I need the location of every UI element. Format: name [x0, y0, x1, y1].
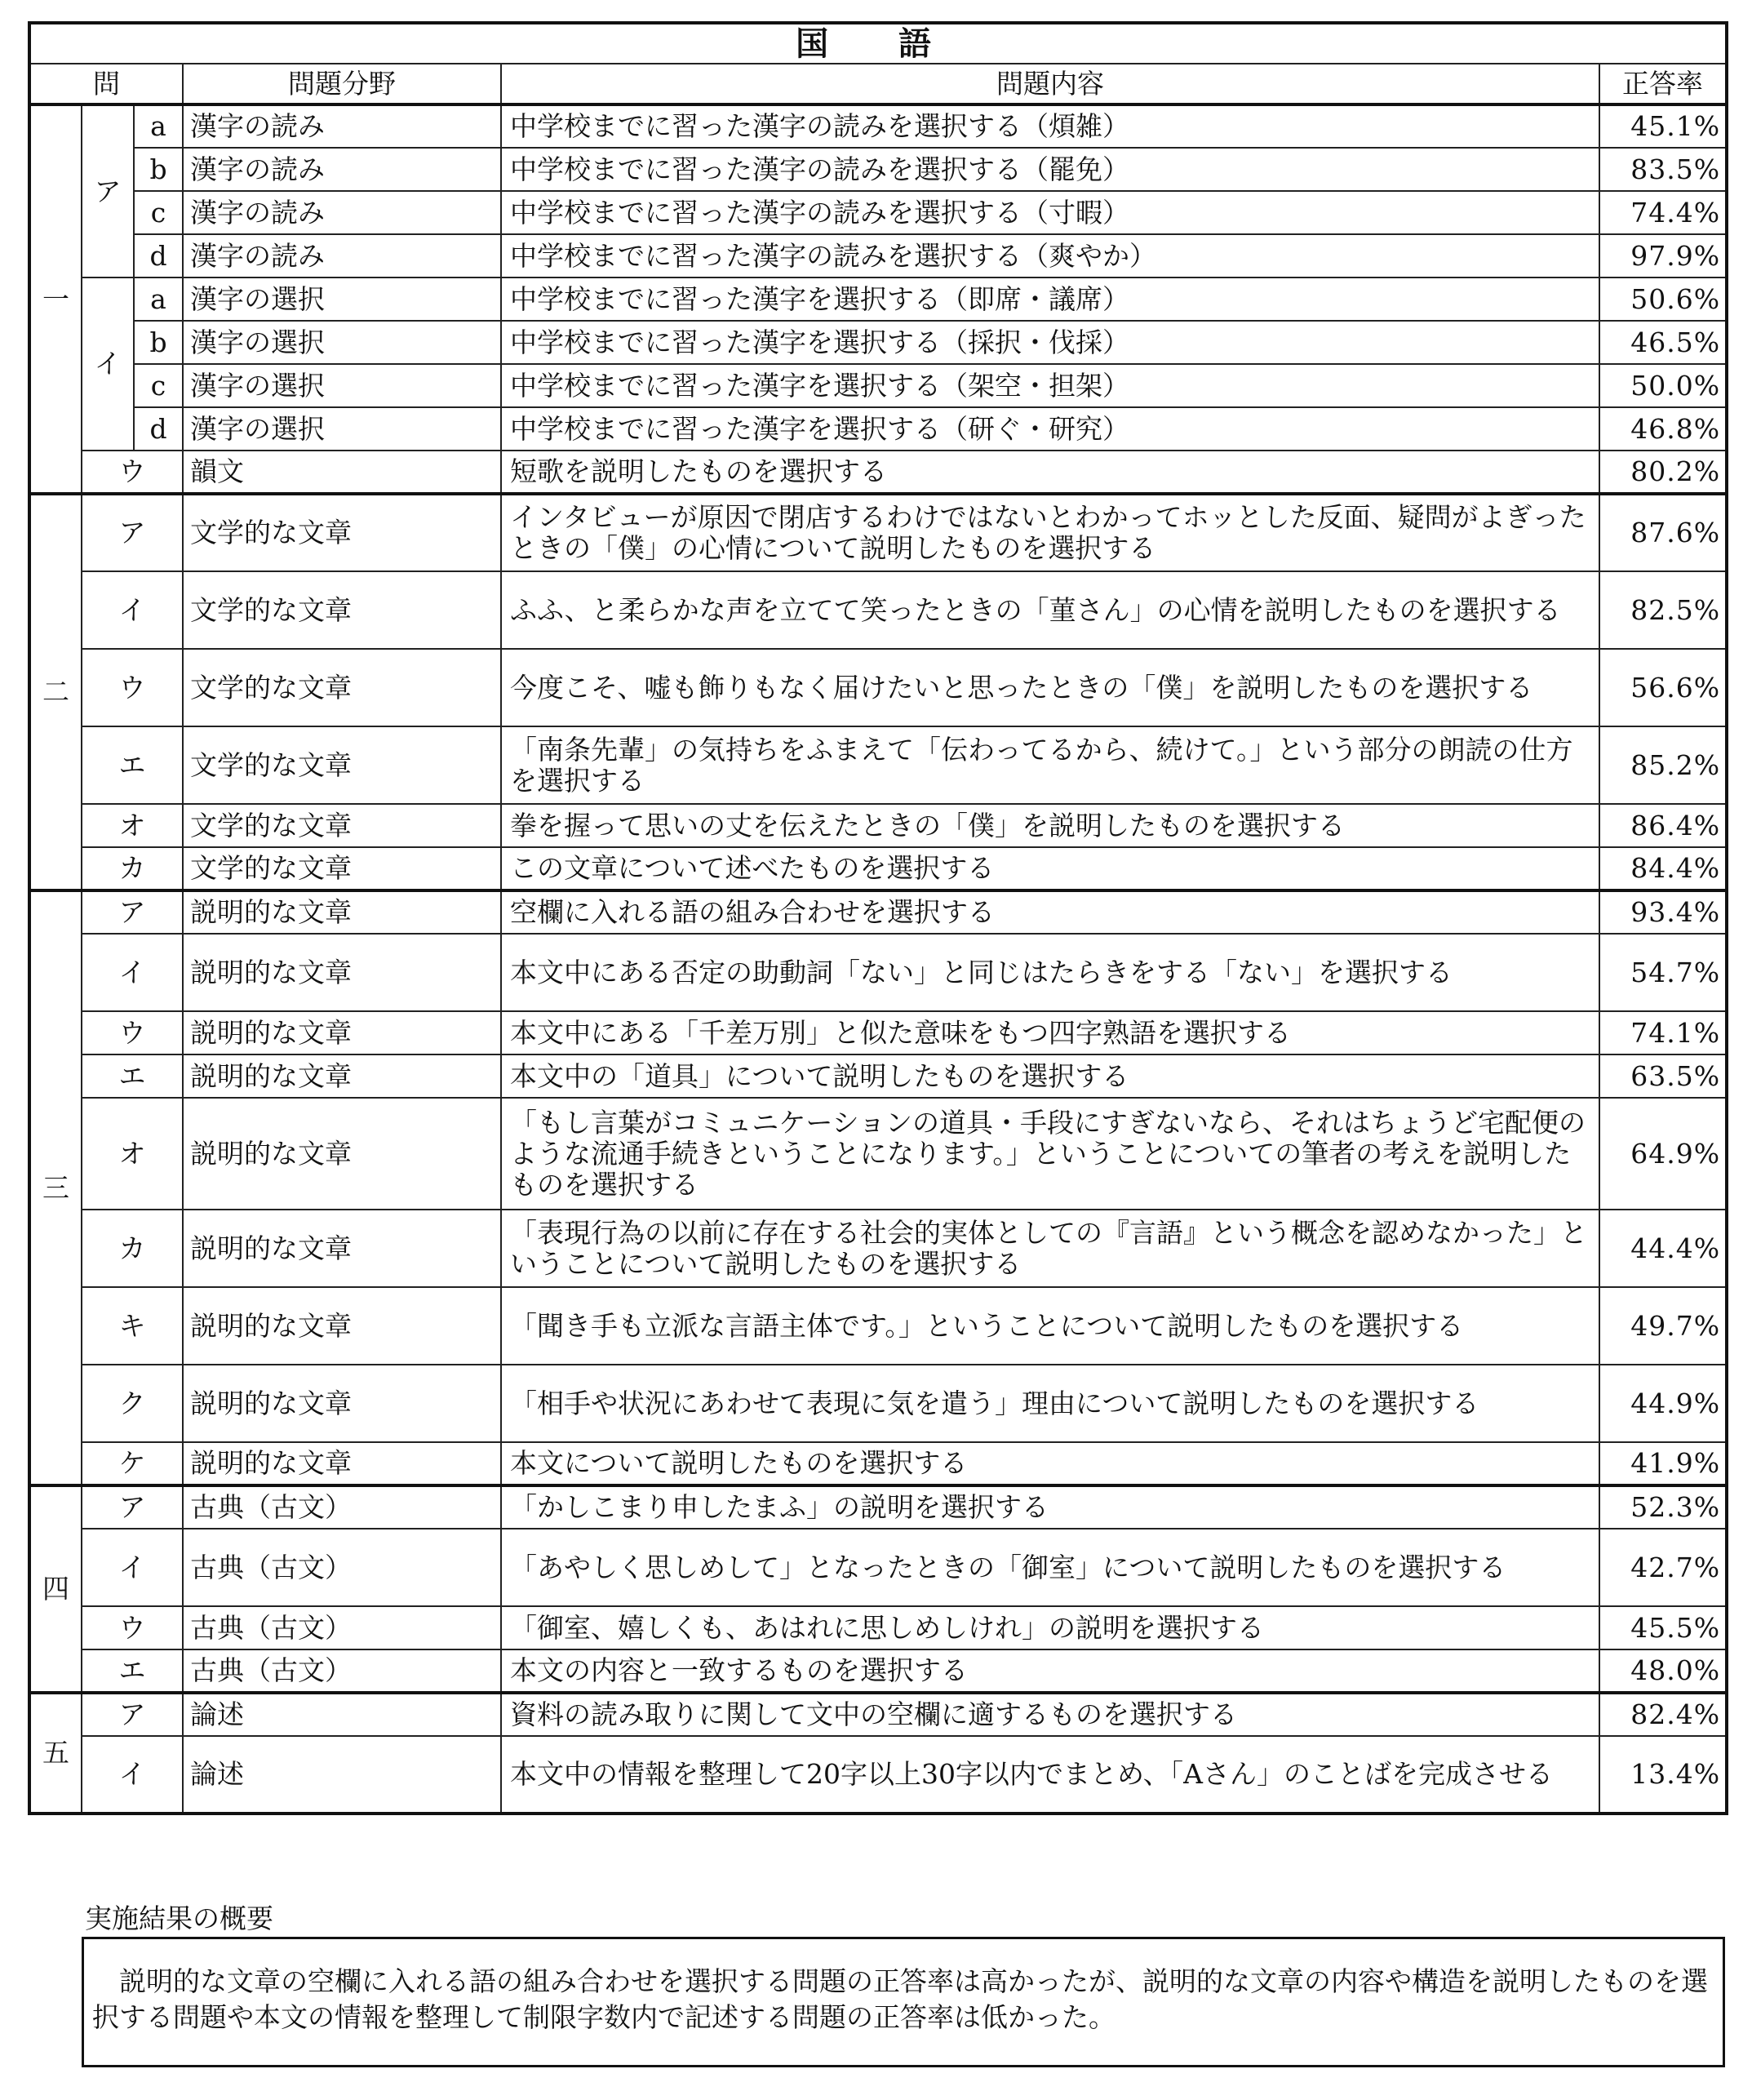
rate-cell: 87.6% [1599, 494, 1727, 571]
rate-cell: 49.7% [1599, 1287, 1727, 1365]
content-cell: 中学校までに習った漢字を選択する（即席・議席） [501, 277, 1599, 321]
field-cell: 文学的な文章 [183, 571, 501, 649]
row-label: ウ [82, 1011, 183, 1054]
rate-cell: 45.1% [1599, 104, 1727, 148]
field-cell: 説明的な文章 [183, 934, 501, 1011]
content-cell: 中学校までに習った漢字の読みを選択する（罷免） [501, 148, 1599, 191]
field-cell: 漢字の選択 [183, 364, 501, 407]
rate-cell: 82.5% [1599, 571, 1727, 649]
field-cell: 漢字の選択 [183, 277, 501, 321]
field-cell: 文学的な文章 [183, 726, 501, 804]
rate-cell: 74.4% [1599, 191, 1727, 234]
row-label: ア [82, 1693, 183, 1736]
rate-cell: 86.4% [1599, 804, 1727, 847]
group-number: 三 [29, 890, 82, 1485]
row-label: キ [82, 1287, 183, 1365]
rate-cell: 48.0% [1599, 1649, 1727, 1693]
content-cell: 資料の読み取りに関して文中の空欄に適するものを選択する [501, 1693, 1599, 1736]
row-label: ア [82, 890, 183, 934]
field-cell: 文学的な文章 [183, 804, 501, 847]
content-cell: 本文中にある「千差万別」と似た意味をもつ四字熟語を選択する [501, 1011, 1599, 1054]
content-cell: 中学校までに習った漢字を選択する（採択・伐採） [501, 321, 1599, 364]
rate-cell: 63.5% [1599, 1054, 1727, 1098]
content-cell: 「相手や状況にあわせて表現に気を遣う」理由について説明したものを選択する [501, 1365, 1599, 1442]
field-cell: 説明的な文章 [183, 890, 501, 934]
field-cell: 説明的な文章 [183, 1011, 501, 1054]
subgroup-label: ウ [82, 451, 183, 494]
field-cell: 漢字の読み [183, 104, 501, 148]
rate-cell: 46.8% [1599, 407, 1727, 451]
sub-label: a [134, 277, 183, 321]
row-label: ア [82, 494, 183, 571]
field-cell: 古典（古文） [183, 1606, 501, 1649]
content-cell: 本文中の「道具」について説明したものを選択する [501, 1054, 1599, 1098]
rate-cell: 50.6% [1599, 277, 1727, 321]
field-cell: 説明的な文章 [183, 1287, 501, 1365]
header-question: 問 [29, 64, 183, 104]
rate-cell: 64.9% [1599, 1098, 1727, 1210]
field-cell: 文学的な文章 [183, 847, 501, 890]
table-title: 国 語 [29, 23, 1727, 64]
sub-label: a [134, 104, 183, 148]
rate-cell: 54.7% [1599, 934, 1727, 1011]
subgroup-label: イ [82, 277, 134, 451]
rate-cell: 85.2% [1599, 726, 1727, 804]
content-cell: 今度こそ、嘘も飾りもなく届けたいと思ったときの「僕」を説明したものを選択する [501, 649, 1599, 726]
field-cell: 説明的な文章 [183, 1054, 501, 1098]
field-cell: 漢字の選択 [183, 321, 501, 364]
content-cell: 本文中にある否定の助動詞「ない」と同じはたらきをする「ない」を選択する [501, 934, 1599, 1011]
field-cell: 古典（古文） [183, 1649, 501, 1693]
content-cell: 「もし言葉がコミュニケーションの道具・手段にすぎないなら、それはちょうど宅配便のような流通手続きということになります。」ということについての筆者の考えを説明したものを選択する [501, 1098, 1599, 1210]
group-number: 一 [29, 104, 82, 494]
rate-cell: 74.1% [1599, 1011, 1727, 1054]
rate-cell: 80.2% [1599, 451, 1727, 494]
field-cell: 漢字の選択 [183, 407, 501, 451]
sub-label: c [134, 364, 183, 407]
rate-cell: 45.5% [1599, 1606, 1727, 1649]
rate-cell: 82.4% [1599, 1693, 1727, 1736]
content-cell: 本文中の情報を整理して20字以上30字以内でまとめ、「Aさん」のことばを完成させる [501, 1736, 1599, 1814]
content-cell: 拳を握って思いの丈を伝えたときの「僕」を説明したものを選択する [501, 804, 1599, 847]
rate-cell: 56.6% [1599, 649, 1727, 726]
field-cell: 文学的な文章 [183, 649, 501, 726]
field-cell: 論述 [183, 1693, 501, 1736]
row-label: イ [82, 1529, 183, 1606]
row-label: イ [82, 571, 183, 649]
row-label: ク [82, 1365, 183, 1442]
sub-label: c [134, 191, 183, 234]
content-cell: 中学校までに習った漢字の読みを選択する（寸暇） [501, 191, 1599, 234]
content-cell: 中学校までに習った漢字の読みを選択する（爽やか） [501, 234, 1599, 277]
rate-cell: 41.9% [1599, 1442, 1727, 1485]
sub-label: b [134, 148, 183, 191]
row-label: ウ [82, 649, 183, 726]
summary-text: 説明的な文章の空欄に入れる語の組み合わせを選択する問題の正答率は高かったが、説明的な文章の内容や構造を説明したものを選択する問題や本文の情報を整理して制限字数内で記述する問題の正答率は低かった。 [92, 1965, 1708, 2033]
content-cell: 本文の内容と一致するものを選択する [501, 1649, 1599, 1693]
row-label: エ [82, 1649, 183, 1693]
rate-cell: 83.5% [1599, 148, 1727, 191]
field-cell: 漢字の読み [183, 148, 501, 191]
subgroup-label: ア [82, 104, 134, 277]
sub-label: d [134, 234, 183, 277]
content-cell: ふふ、と柔らかな声を立てて笑ったときの「菫さん」の心情を説明したものを選択する [501, 571, 1599, 649]
row-label: イ [82, 1736, 183, 1814]
sub-label: d [134, 407, 183, 451]
rate-cell: 44.9% [1599, 1365, 1727, 1442]
rate-cell: 97.9% [1599, 234, 1727, 277]
group-number: 五 [29, 1693, 82, 1814]
field-cell: 漢字の読み [183, 191, 501, 234]
summary-box [82, 1937, 1725, 2067]
sub-label: b [134, 321, 183, 364]
rate-cell: 44.4% [1599, 1210, 1727, 1287]
content-cell: 「御室、嬉しくも、あはれに思しめしけれ」の説明を選択する [501, 1606, 1599, 1649]
content-cell: 空欄に入れる語の組み合わせを選択する [501, 890, 1599, 934]
content-cell: 「南条先輩」の気持ちをふまえて「伝わってるから、続けて。」という部分の朗読の仕方を選択する [501, 726, 1599, 804]
group-number: 四 [29, 1485, 82, 1693]
rate-cell: 93.4% [1599, 890, 1727, 934]
content-cell: 「表現行為の以前に存在する社会的実体としての『言語』という概念を認めなかった」ということについて説明したものを選択する [501, 1210, 1599, 1287]
content-cell: 中学校までに習った漢字を選択する（研ぐ・研究） [501, 407, 1599, 451]
row-label: ウ [82, 1606, 183, 1649]
content-cell: 短歌を説明したものを選択する [501, 451, 1599, 494]
row-label: エ [82, 726, 183, 804]
row-label: オ [82, 1098, 183, 1210]
row-label: カ [82, 1210, 183, 1287]
rate-cell: 42.7% [1599, 1529, 1727, 1606]
content-cell: 「あやしく思しめして」となったときの「御室」について説明したものを選択する [501, 1529, 1599, 1606]
rate-cell: 46.5% [1599, 321, 1727, 364]
field-cell: 説明的な文章 [183, 1442, 501, 1485]
summary-heading: 実施結果の概要 [85, 1902, 273, 1934]
content-cell: この文章について述べたものを選択する [501, 847, 1599, 890]
field-cell: 説明的な文章 [183, 1365, 501, 1442]
rate-cell: 52.3% [1599, 1485, 1727, 1529]
content-cell: 「聞き手も立派な言語主体です。」ということについて説明したものを選択する [501, 1287, 1599, 1365]
rate-cell: 13.4% [1599, 1736, 1727, 1814]
score-table [28, 21, 1728, 1815]
row-label: エ [82, 1054, 183, 1098]
header-content: 問題内容 [501, 64, 1599, 104]
field-cell: 漢字の読み [183, 234, 501, 277]
content-cell: インタビューが原因で閉店するわけではないとわかってホッとした反面、疑問がよぎったときの「僕」の心情について説明したものを選択する [501, 494, 1599, 571]
content-cell: 「かしこまり申したまふ」の説明を選択する [501, 1485, 1599, 1529]
field-cell: 論述 [183, 1736, 501, 1814]
group-number: 二 [29, 494, 82, 890]
content-cell: 中学校までに習った漢字を選択する（架空・担架） [501, 364, 1599, 407]
row-label: ケ [82, 1442, 183, 1485]
field-cell: 古典（古文） [183, 1529, 501, 1606]
field-cell: 文学的な文章 [183, 494, 501, 571]
content-cell: 中学校までに習った漢字の読みを選択する（煩雑） [501, 104, 1599, 148]
content-cell: 本文について説明したものを選択する [501, 1442, 1599, 1485]
header-field: 問題分野 [183, 64, 501, 104]
row-label: イ [82, 934, 183, 1011]
field-cell: 説明的な文章 [183, 1210, 501, 1287]
rate-cell: 50.0% [1599, 364, 1727, 407]
row-label: カ [82, 847, 183, 890]
field-cell: 説明的な文章 [183, 1098, 501, 1210]
row-label: オ [82, 804, 183, 847]
field-cell: 古典（古文） [183, 1485, 501, 1529]
field-cell: 韻文 [183, 451, 501, 494]
rate-cell: 84.4% [1599, 847, 1727, 890]
header-rate: 正答率 [1599, 64, 1727, 104]
row-label: ア [82, 1485, 183, 1529]
